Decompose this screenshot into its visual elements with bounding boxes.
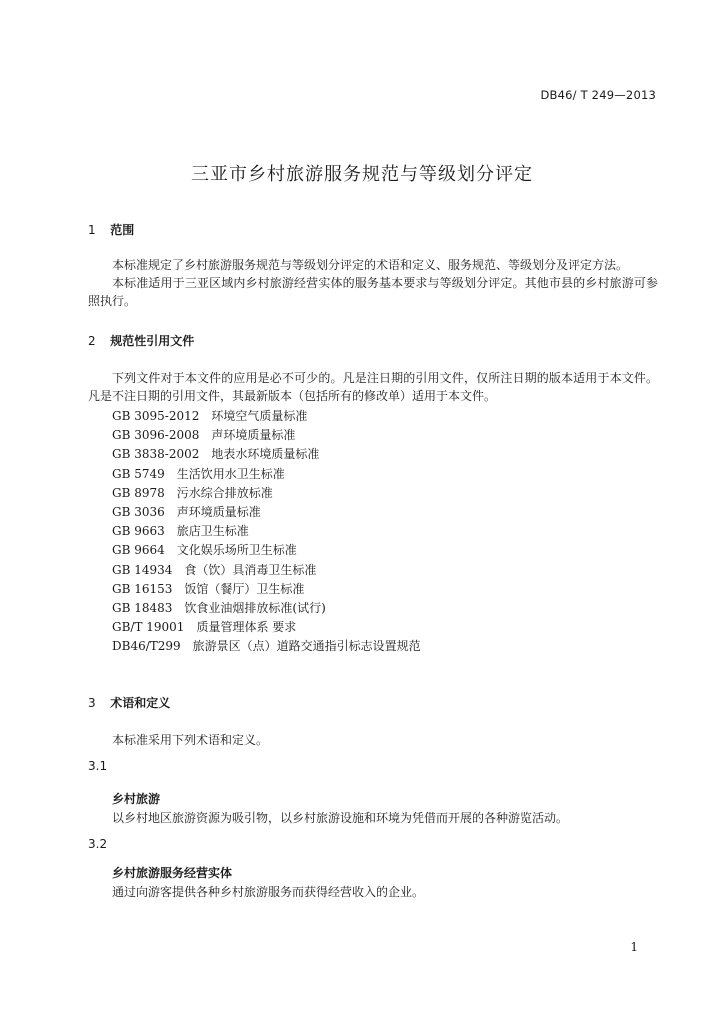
standard-number: DB46/ T 249—2013 [540,88,656,102]
reference-name: 旅店卫生标准 [176,524,249,539]
reference-item [112,503,421,522]
term-3-1-number: 3.1 [88,759,108,773]
reference-item [112,426,421,445]
page-number: 1 [630,940,638,954]
reference-code: DB46/T299 [112,639,181,654]
reference-name: 声环境质量标准 [176,504,261,519]
reference-item [112,465,421,484]
reference-name: 文化娱乐场所卫生标准 [176,543,297,558]
section-1-paragraph-1: 本标准规定了乡村旅游服务规范与等级划分评定的术语和定义、服务规范、等级划分及评定方法。 [112,258,629,272]
reference-item [112,599,421,618]
section-title: 术语和定义 [110,696,171,710]
reference-item [112,618,421,637]
reference-name: 质量管理体系 要求 [196,620,297,635]
section-number: 3 [88,696,96,710]
reference-code: GB 9663 [112,524,165,539]
document-title: 三亚市乡村旅游服务规范与等级划分评定 [191,164,533,185]
reference-item [112,580,421,599]
reference-code: GB/T 19001 [112,620,185,635]
reference-item [112,637,421,656]
reference-code: GB 3036 [112,504,165,519]
reference-code: GB 3095-2012 [112,409,200,423]
section-number: 1 [88,223,96,237]
section-1-heading [88,221,134,238]
term-3-1-definition: 以乡村地区旅游资源为吸引物，以乡村旅游设施和环境为凭借而开展的各种游览活动。 [112,811,569,825]
reference-name: 食（饮）具消毒卫生标准 [184,562,317,577]
reference-code: GB 8978 [112,485,165,500]
term-3-2-definition: 通过向游客提供各种乡村旅游服务而获得经营收入的企业。 [112,885,425,899]
reference-item [112,407,421,426]
reference-item [112,484,421,503]
reference-code: GB 3838-2002 [112,447,200,462]
reference-name: 地表水环境质量标准 [211,447,320,462]
reference-code: GB 14934 [112,562,173,577]
reference-code: GB 5749 [112,466,165,481]
section-number: 2 [88,334,96,348]
reference-name: 饭馆（餐厅）卫生标准 [184,581,305,596]
section-title: 规范性引用文件 [110,334,195,348]
term-3-2-title: 乡村旅游服务经营实体 [112,866,233,880]
reference-item [112,445,421,464]
reference-code: GB 18483 [112,600,173,615]
reference-name: 环境空气质量标准 [211,409,308,423]
reference-code: GB 16153 [112,581,173,596]
term-3-1-title: 乡村旅游 [112,792,161,806]
section-2-intro: 下列文件对于本文件的应用是必不可少的。凡是注日期的引用文件，仅所注日期的版本适用于本文件。凡是不注日期的引用文件，其最新版本（包括所有的修改单）适用于本文件。 [88,371,658,403]
normative-reference-list [112,407,421,656]
reference-item [112,561,421,580]
section-3-heading [88,694,170,711]
reference-code: GB 9664 [112,543,165,558]
reference-item [112,522,421,541]
section-1-paragraph-2: 本标准适用于三亚区域内乡村旅游经营实体的服务基本要求与等级划分评定。其他市县的乡村旅游可参照执行。 [88,276,658,308]
reference-item [112,541,421,560]
term-3-2-number: 3.2 [88,837,108,851]
reference-code: GB 3096-2008 [112,428,200,443]
reference-name: 旅游景区（点）道路交通指引标志设置规范 [192,639,421,654]
section-2-heading [88,332,194,349]
section-title: 范围 [110,223,135,237]
reference-name: 污水综合排放标准 [176,485,273,500]
reference-name: 生活饮用水卫生标准 [176,466,285,481]
reference-name: 声环境质量标准 [211,428,296,443]
reference-name: 饮食业油烟排放标准(试行) [184,600,326,615]
section-3-intro: 本标准采用下列术语和定义。 [112,733,269,747]
